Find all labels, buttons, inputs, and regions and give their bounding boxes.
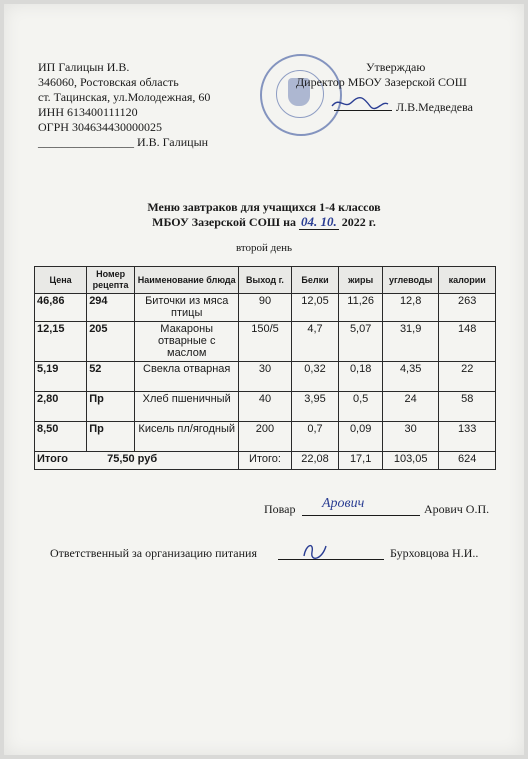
menu-table	[34, 266, 496, 470]
cell-yield: 200	[239, 422, 291, 452]
year-label: 2022 г.	[338, 215, 376, 229]
cell-protein: 0,7	[291, 422, 339, 452]
total-carbs: 103,05	[382, 452, 439, 470]
cell-carbs: 4,35	[382, 362, 439, 392]
org-address-street: ст. Тацинская, ул.Молодежная, 60	[38, 90, 211, 104]
total-fat: 17,1	[339, 452, 382, 470]
school-on-label: МБОУ Зазерской СОШ на	[152, 215, 300, 229]
cell-recipe: Пр	[87, 392, 135, 422]
col-header-fat: жиры	[339, 267, 382, 294]
cook-label: Повар	[264, 502, 296, 516]
total-label: Итого	[37, 453, 69, 465]
cell-price: 46,86	[35, 294, 87, 322]
responsible-signature-stroke	[300, 540, 330, 562]
document-page	[4, 4, 524, 755]
cell-recipe: Пр	[87, 422, 135, 452]
responsible-signature-icon	[300, 540, 330, 566]
col-header-yield: Выход г.	[239, 267, 291, 294]
cell-price: 2,80	[35, 392, 87, 422]
handwritten-date: 04. 10.	[301, 214, 337, 229]
cell-kcal: 58	[439, 392, 496, 422]
day-label: второй день	[235, 242, 293, 254]
cell-protein: 3,95	[291, 392, 339, 422]
cell-price: 12,15	[35, 322, 87, 362]
cell-yield: 90	[239, 294, 291, 322]
total-label-2: Итого:	[239, 452, 291, 470]
menu-title: Меню завтраков для учащихся 1-4 классов	[147, 200, 381, 214]
cell-protein: 12,05	[291, 294, 339, 322]
approve-label: Утверждаю	[366, 60, 426, 74]
total-sum: 75,50 руб	[107, 453, 158, 465]
cook-name: Арович О.П.	[424, 502, 490, 516]
cell-dish-name: Макароны отварные с маслом	[135, 322, 239, 362]
cell-fat: 0,5	[339, 392, 382, 422]
col-header-carbs: углеводы	[382, 267, 439, 294]
menu-subtitle-line	[4, 215, 524, 229]
col-header-recipe: Номер рецепта	[87, 267, 135, 294]
table-header-row	[35, 267, 496, 294]
cell-kcal: 263	[439, 294, 496, 322]
cell-carbs: 12,8	[382, 294, 439, 322]
cell-yield: 40	[239, 392, 291, 422]
table-row	[35, 392, 496, 422]
org-address-region: 346060, Ростовская область	[38, 75, 179, 89]
cell-carbs: 24	[382, 392, 439, 422]
director-position: Директор МБОУ Зазерской СОШ	[296, 75, 467, 89]
total-protein: 22,08	[291, 452, 339, 470]
col-header-protein: Белки	[291, 267, 339, 294]
cell-fat: 11,26	[339, 294, 382, 322]
table-row	[35, 294, 496, 322]
cell-dish-name: Свекла отварная	[135, 362, 239, 392]
cell-protein: 4,7	[291, 322, 339, 362]
org-ogrn: ОГРН 304634430000025	[38, 120, 162, 134]
director-sign-line	[334, 110, 392, 111]
cell-fat: 5,07	[339, 322, 382, 362]
cell-carbs: 30	[382, 422, 439, 452]
cell-kcal: 148	[439, 322, 496, 362]
cell-price: 5,19	[35, 362, 87, 392]
cell-dish-name: Хлеб пшеничный	[135, 392, 239, 422]
cell-recipe: 52	[87, 362, 135, 392]
cook-signature: Арович	[322, 496, 365, 511]
responsible-label: Ответственный за организацию питания	[50, 546, 257, 560]
total-cell	[35, 452, 239, 470]
director-name: Л.В.Медведева	[396, 100, 473, 114]
col-header-kcal: калории	[439, 267, 496, 294]
cell-fat: 0,09	[339, 422, 382, 452]
cell-yield: 150/5	[239, 322, 291, 362]
cell-fat: 0,18	[339, 362, 382, 392]
responsible-sign-line	[278, 559, 384, 560]
table-row	[35, 322, 496, 362]
cell-price: 8,50	[35, 422, 87, 452]
director-signature-icon	[330, 94, 390, 117]
table-total-row	[35, 452, 496, 470]
cell-dish-name: Биточки из мяса птицы	[135, 294, 239, 322]
cell-recipe: 294	[87, 294, 135, 322]
table-row	[35, 362, 496, 392]
col-header-name: Наименование блюда	[135, 267, 239, 294]
cell-kcal: 22	[439, 362, 496, 392]
cell-protein: 0,32	[291, 362, 339, 392]
org-name: ИП Галицын И.В.	[38, 60, 130, 74]
table-row	[35, 422, 496, 452]
responsible-name: Бурховцова Н.И..	[390, 546, 479, 560]
cell-carbs: 31,9	[382, 322, 439, 362]
total-kcal: 624	[439, 452, 496, 470]
org-signature-line: ________________ И.В. Галицын	[38, 135, 209, 149]
cook-sign-line	[302, 515, 420, 516]
cell-yield: 30	[239, 362, 291, 392]
cell-kcal: 133	[439, 422, 496, 452]
cell-recipe: 205	[87, 322, 135, 362]
cell-dish-name: Кисель пл/ягодный	[135, 422, 239, 452]
org-inn: ИНН 613400111120	[38, 105, 138, 119]
col-header-price: Цена	[35, 267, 87, 294]
